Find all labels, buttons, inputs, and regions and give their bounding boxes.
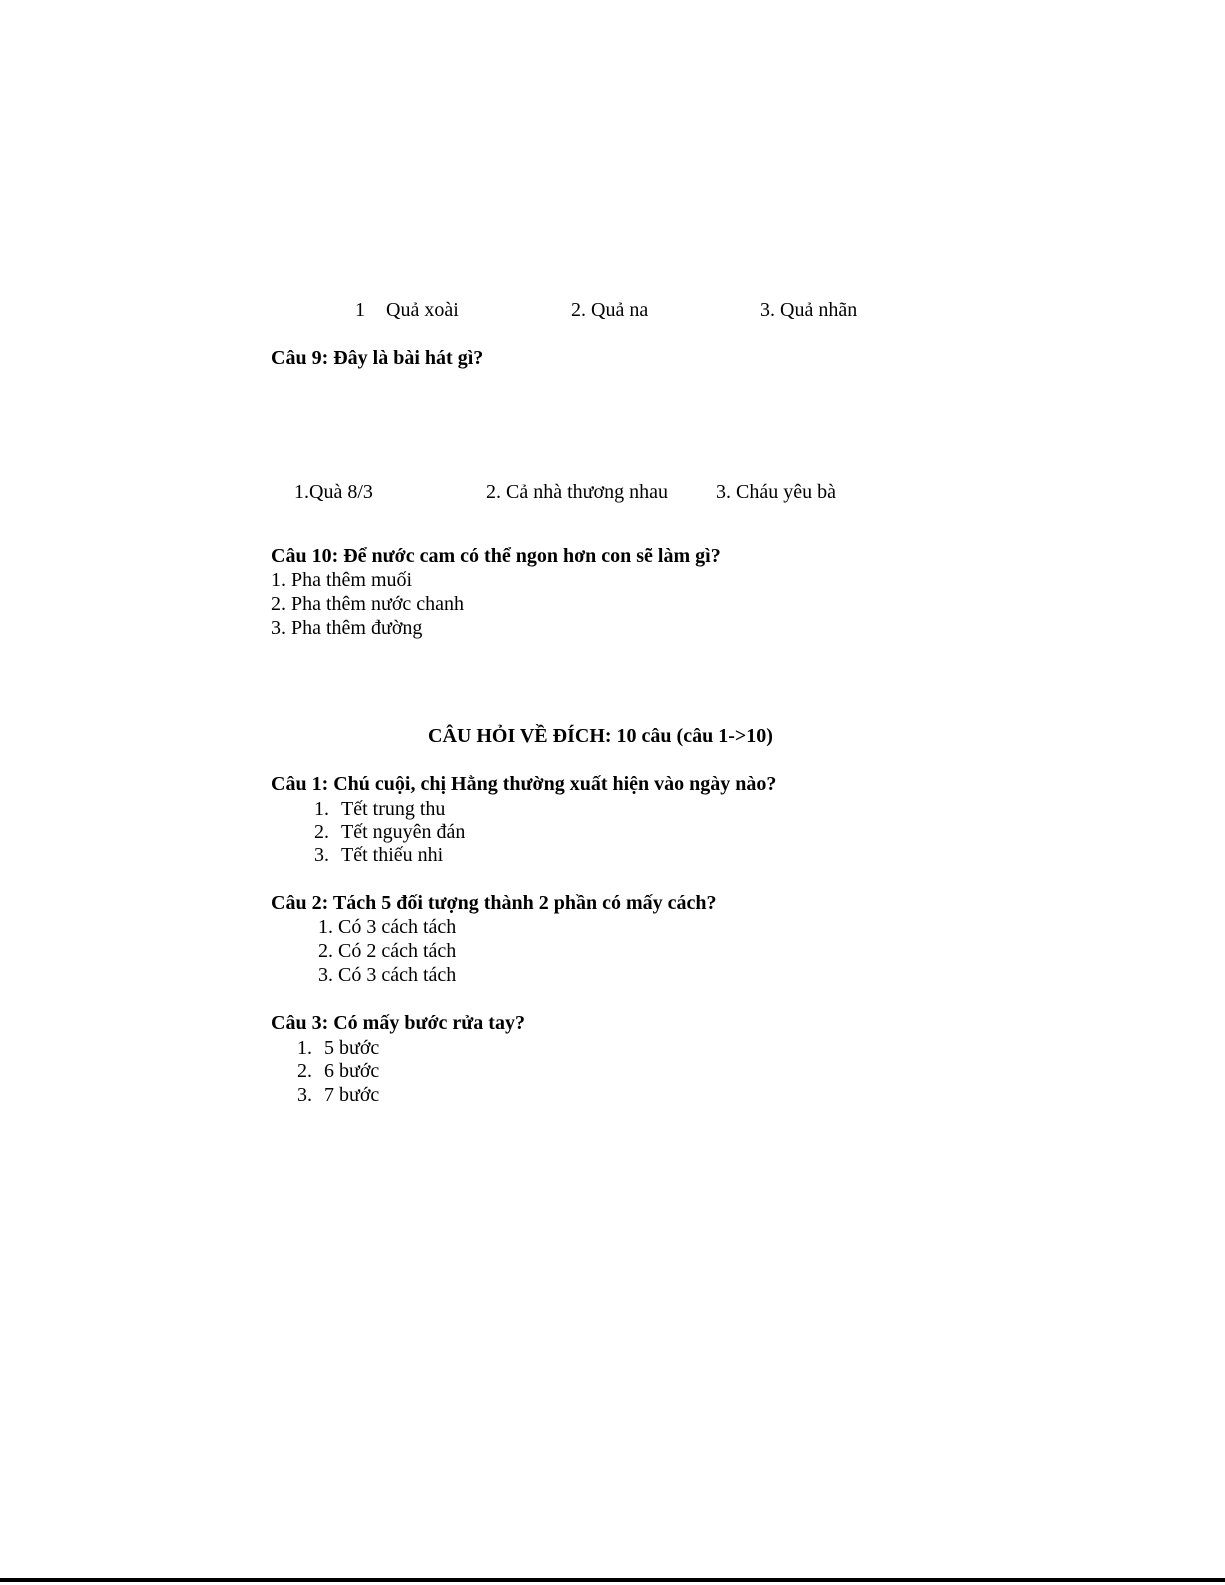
section-title: CÂU HỎI VỀ ĐÍCH: 10 câu (câu 1->10) — [428, 725, 773, 747]
d3-num-3: 3. — [297, 1084, 312, 1106]
d3-option-3: 7 bước — [324, 1084, 380, 1106]
d1-option-1: Tết trung thu — [341, 798, 446, 820]
q8-option-number-1: 1 — [355, 299, 365, 321]
d2-title: Câu 2: Tách 5 đối tượng thành 2 phần có mấy cách? — [271, 892, 717, 914]
d2-option-1: 1. Có 3 cách tách — [318, 916, 457, 938]
d1-num-1: 1. — [314, 798, 329, 820]
d3-option-2: 6 bước — [324, 1060, 380, 1082]
q8-option-1: Quả xoài — [386, 299, 459, 321]
d3-num-1: 1. — [297, 1037, 312, 1059]
d3-num-2: 2. — [297, 1060, 312, 1082]
d3-option-1: 5 bước — [324, 1037, 380, 1059]
q10-option-1: 1. Pha thêm muối — [271, 569, 413, 591]
d1-option-3: Tết thiếu nhi — [341, 844, 444, 866]
q9-option-1: 1.Quà 8/3 — [294, 481, 373, 503]
d1-title: Câu 1: Chú cuội, chị Hằng thường xuất hiện vào ngày nào? — [271, 773, 777, 795]
q8-option-3: 3. Quả nhãn — [760, 299, 858, 321]
d3-title: Câu 3: Có mấy bước rửa tay? — [271, 1012, 525, 1034]
q10-option-3: 3. Pha thêm đường — [271, 617, 423, 639]
q10-title: Câu 10: Để nước cam có thể ngon hơn con sẽ làm gì? — [271, 545, 721, 567]
d1-num-2: 2. — [314, 821, 329, 843]
d1-option-2: Tết nguyên đán — [341, 821, 466, 843]
q10-option-2: 2. Pha thêm nước chanh — [271, 593, 465, 615]
d2-option-3: 3. Có 3 cách tách — [318, 964, 457, 986]
d2-option-2: 2. Có 2 cách tách — [318, 940, 457, 962]
d1-num-3: 3. — [314, 844, 329, 866]
q9-option-2: 2. Cả nhà thương nhau — [486, 481, 668, 503]
q8-option-2: 2. Quả na — [571, 299, 649, 321]
q9-option-3: 3. Cháu yêu bà — [716, 481, 836, 503]
q9-title: Câu 9: Đây là bài hát gì? — [271, 347, 484, 369]
page-bottom-border — [0, 1578, 1225, 1582]
